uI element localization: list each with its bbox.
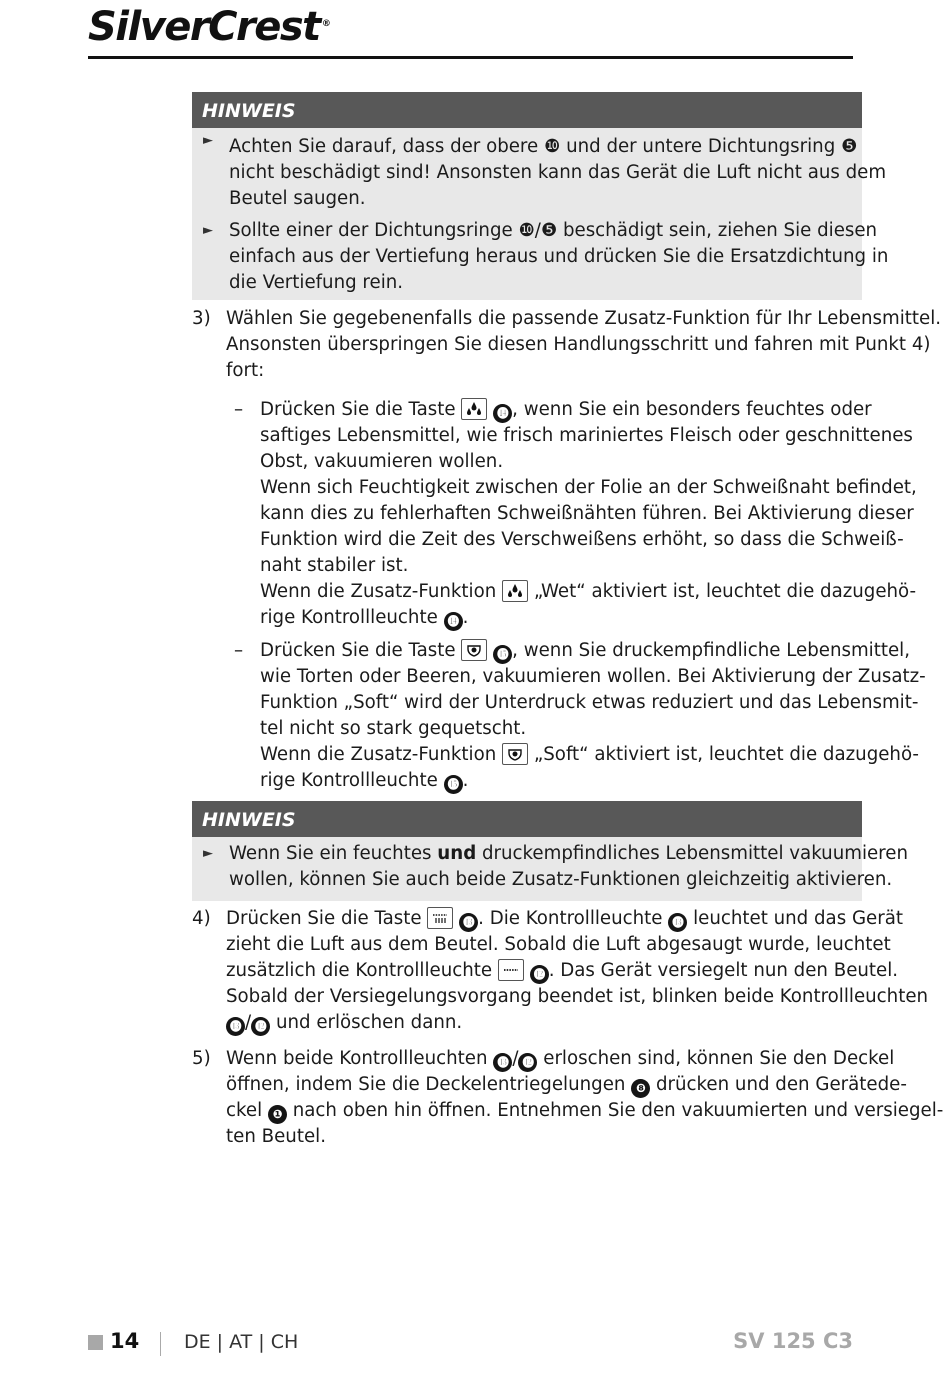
text: „Soft“ aktiviert ist, leuchtet die dazugehö- xyxy=(533,744,919,765)
note-box xyxy=(192,92,889,300)
step-5 xyxy=(192,1046,944,1150)
reference-number-12: ⓬ xyxy=(518,1053,537,1072)
text-line xyxy=(260,768,862,794)
text: . Die Kontrollleuchte xyxy=(478,908,663,929)
text-line: einfach aus der Vertiefung heraus und drücken Sie die Ersatzdichtung in xyxy=(229,246,889,267)
text: . Das Gerät versiegelt nun den Beutel. xyxy=(548,960,899,981)
reference-number-13: ⓭ xyxy=(668,913,687,932)
text-line xyxy=(260,579,917,605)
reference-number-14: ⓮ xyxy=(493,404,512,423)
text-line: Beutel saugen. xyxy=(229,188,366,209)
page-content xyxy=(192,92,944,1150)
text: Wenn Sie ein feuchtes xyxy=(229,843,438,864)
note-item xyxy=(192,128,887,212)
text: Drücken Sie die Taste xyxy=(260,640,456,661)
text: Wenn die Zusatz-Funktion xyxy=(260,744,497,765)
bullet-arrow-icon: ► xyxy=(203,133,213,148)
bullet-arrow-icon: ► xyxy=(203,223,213,238)
page-number: 14 xyxy=(110,1329,140,1353)
model-number: SV 125 C3 xyxy=(733,1329,853,1353)
sub-item-soft xyxy=(192,638,926,794)
dash: – xyxy=(234,399,244,420)
seal-icon xyxy=(498,959,524,981)
step-3 xyxy=(192,306,942,384)
text-line xyxy=(260,605,862,631)
text-line: Sollte einer der Dichtungsringe ❿/❺ beschädigt sein, ziehen Sie diesen xyxy=(229,220,878,241)
reference-number-12: ⓬ xyxy=(251,1017,270,1036)
text-line: die Vertiefung rein. xyxy=(229,272,404,293)
text-line: Wählen Sie gegebenenfalls die passende Zusatz-Funktion für Ihr Lebensmittel. xyxy=(226,308,942,329)
text: rige Kontrollleuchte xyxy=(260,607,438,628)
step-number: 5) xyxy=(192,1048,211,1069)
text-line: Obst, vakuumieren wollen. xyxy=(260,451,504,472)
footer-square-icon xyxy=(88,1335,103,1350)
text-line: ⓭ / ⓬ und erlöschen dann. xyxy=(226,1010,862,1036)
text: Drücken Sie die Taste xyxy=(226,908,422,929)
text-line: wollen, können Sie auch beide Zusatz-Funktionen gleichzeitig aktivieren. xyxy=(229,869,893,890)
text-line: Wenn beide Kontrollleuchten ⓭ / ⓬ erloschen sind, können Sie den Deckel xyxy=(226,1046,862,1072)
drops-icon xyxy=(502,580,528,602)
vacuum-seal-icon xyxy=(427,907,453,929)
reference-number-15: ⓯ xyxy=(493,645,512,664)
text: druckempfindliches Lebensmittel vakuumieren xyxy=(476,843,908,864)
note-box xyxy=(192,801,908,901)
registered-mark: ® xyxy=(321,18,330,29)
text: , wenn Sie druckempfindliche Lebensmittel, xyxy=(512,640,911,661)
text: zusätzlich die Kontrollleuchte xyxy=(226,960,493,981)
text: „Wet“ aktiviert ist, leuchtet die dazugehö- xyxy=(533,581,917,602)
sub-item-wet xyxy=(192,397,917,631)
header-rule xyxy=(88,56,853,59)
note-item xyxy=(192,837,908,893)
text-line: fort: xyxy=(226,360,265,381)
text-line xyxy=(260,638,911,664)
emphasis: und xyxy=(437,843,477,864)
reference-number-13: ⓭ xyxy=(459,913,478,932)
text: ckel xyxy=(226,1100,263,1121)
reference-number-13: ⓭ xyxy=(226,1017,245,1036)
text-line xyxy=(260,397,872,423)
text: Drücken Sie die Taste xyxy=(260,399,456,420)
note-title: HINWEIS xyxy=(192,92,862,128)
step-number: 3) xyxy=(192,308,211,329)
text-line: kann dies zu fehlerhaften Schweißnähten führen. Bei Aktivierung dieser xyxy=(260,503,914,524)
text: rige Kontrollleuchte xyxy=(260,770,438,791)
reference-number-8: ❽ xyxy=(631,1079,650,1098)
text: öffnen, indem Sie die Deckelentriegelungen xyxy=(226,1074,626,1095)
text: , wenn Sie ein besonders feuchtes oder xyxy=(512,399,872,420)
brand-logo xyxy=(88,4,329,50)
text-line: Wenn sich Feuchtigkeit zwischen der Folie an der Schweißnaht befindet, xyxy=(260,477,917,498)
text-line: Sobald der Versiegelungsvorgang beendet ist, blinken beide Kontrollleuchten xyxy=(226,986,929,1007)
text: . xyxy=(462,770,469,791)
reference-number-12: ⓬ xyxy=(530,965,549,984)
text-line: ten Beutel. xyxy=(226,1126,326,1147)
dash: – xyxy=(234,640,244,661)
country-codes: DE | AT | CH xyxy=(184,1331,299,1353)
text-line: Funktion „Soft“ wird der Unterdruck etwas reduziert und das Lebensmit- xyxy=(260,692,919,713)
brand-name: SilverCrest xyxy=(88,4,320,50)
text: und erlöschen dann. xyxy=(275,1012,463,1033)
text: drücken und den Gerätede- xyxy=(656,1074,907,1095)
note-title: HINWEIS xyxy=(192,801,862,837)
text-line: saftiges Lebensmittel, wie frisch mariniertes Fleisch oder geschnittenes xyxy=(260,425,913,446)
reference-number-1: ❶ xyxy=(268,1105,287,1124)
text-line xyxy=(226,906,903,932)
text-line: Funktion wird die Zeit des Verschweißens erhöht, so dass die Schweiß- xyxy=(260,529,904,550)
text-line xyxy=(226,1098,944,1124)
text: leuchtet und das Gerät xyxy=(693,908,903,929)
step-number: 4) xyxy=(192,908,211,929)
text: . xyxy=(462,607,469,628)
text-line: zieht die Luft aus dem Beutel. Sobald die Luft abgesaugt wurde, leuchtet xyxy=(226,934,891,955)
reference-number-15: ⓯ xyxy=(444,775,463,794)
text-line: tel nicht so stark gequetscht. xyxy=(260,718,527,739)
soft-icon xyxy=(461,639,487,661)
text-line: Achten Sie darauf, dass der obere ❿ und der untere Dichtungsring ❺ xyxy=(229,136,858,157)
text-line: wie Torten oder Beeren, vakuumieren wollen. Bei Aktivierung der Zusatz- xyxy=(260,666,926,687)
text-line: nicht beschädigt sind! Ansonsten kann das Gerät die Luft nicht aus dem xyxy=(229,162,887,183)
note-item xyxy=(192,212,889,296)
page-footer xyxy=(88,1326,853,1364)
reference-number-13: ⓭ xyxy=(493,1053,512,1072)
bullet-arrow-icon: ► xyxy=(203,846,213,861)
text-line xyxy=(260,742,919,768)
text: erloschen sind, können Sie den Deckel xyxy=(543,1048,895,1069)
step-4 xyxy=(192,906,929,1036)
reference-number-14: ⓮ xyxy=(444,612,463,631)
text-line xyxy=(226,1072,907,1098)
text: Wenn beide Kontrollleuchten xyxy=(226,1048,488,1069)
text-line xyxy=(229,841,908,867)
text: nach oben hin öffnen. Entnehmen Sie den vakuumierten und versiegel- xyxy=(292,1100,944,1121)
text-line xyxy=(226,958,899,984)
text-line: Ansonsten überspringen Sie diesen Handlungsschritt und fahren mit Punkt 4) xyxy=(226,334,931,355)
footer-divider xyxy=(160,1332,161,1356)
soft-icon xyxy=(502,743,528,765)
text-line: naht stabiler ist. xyxy=(260,555,409,576)
drops-icon xyxy=(461,398,487,420)
text: Wenn die Zusatz-Funktion xyxy=(260,581,497,602)
